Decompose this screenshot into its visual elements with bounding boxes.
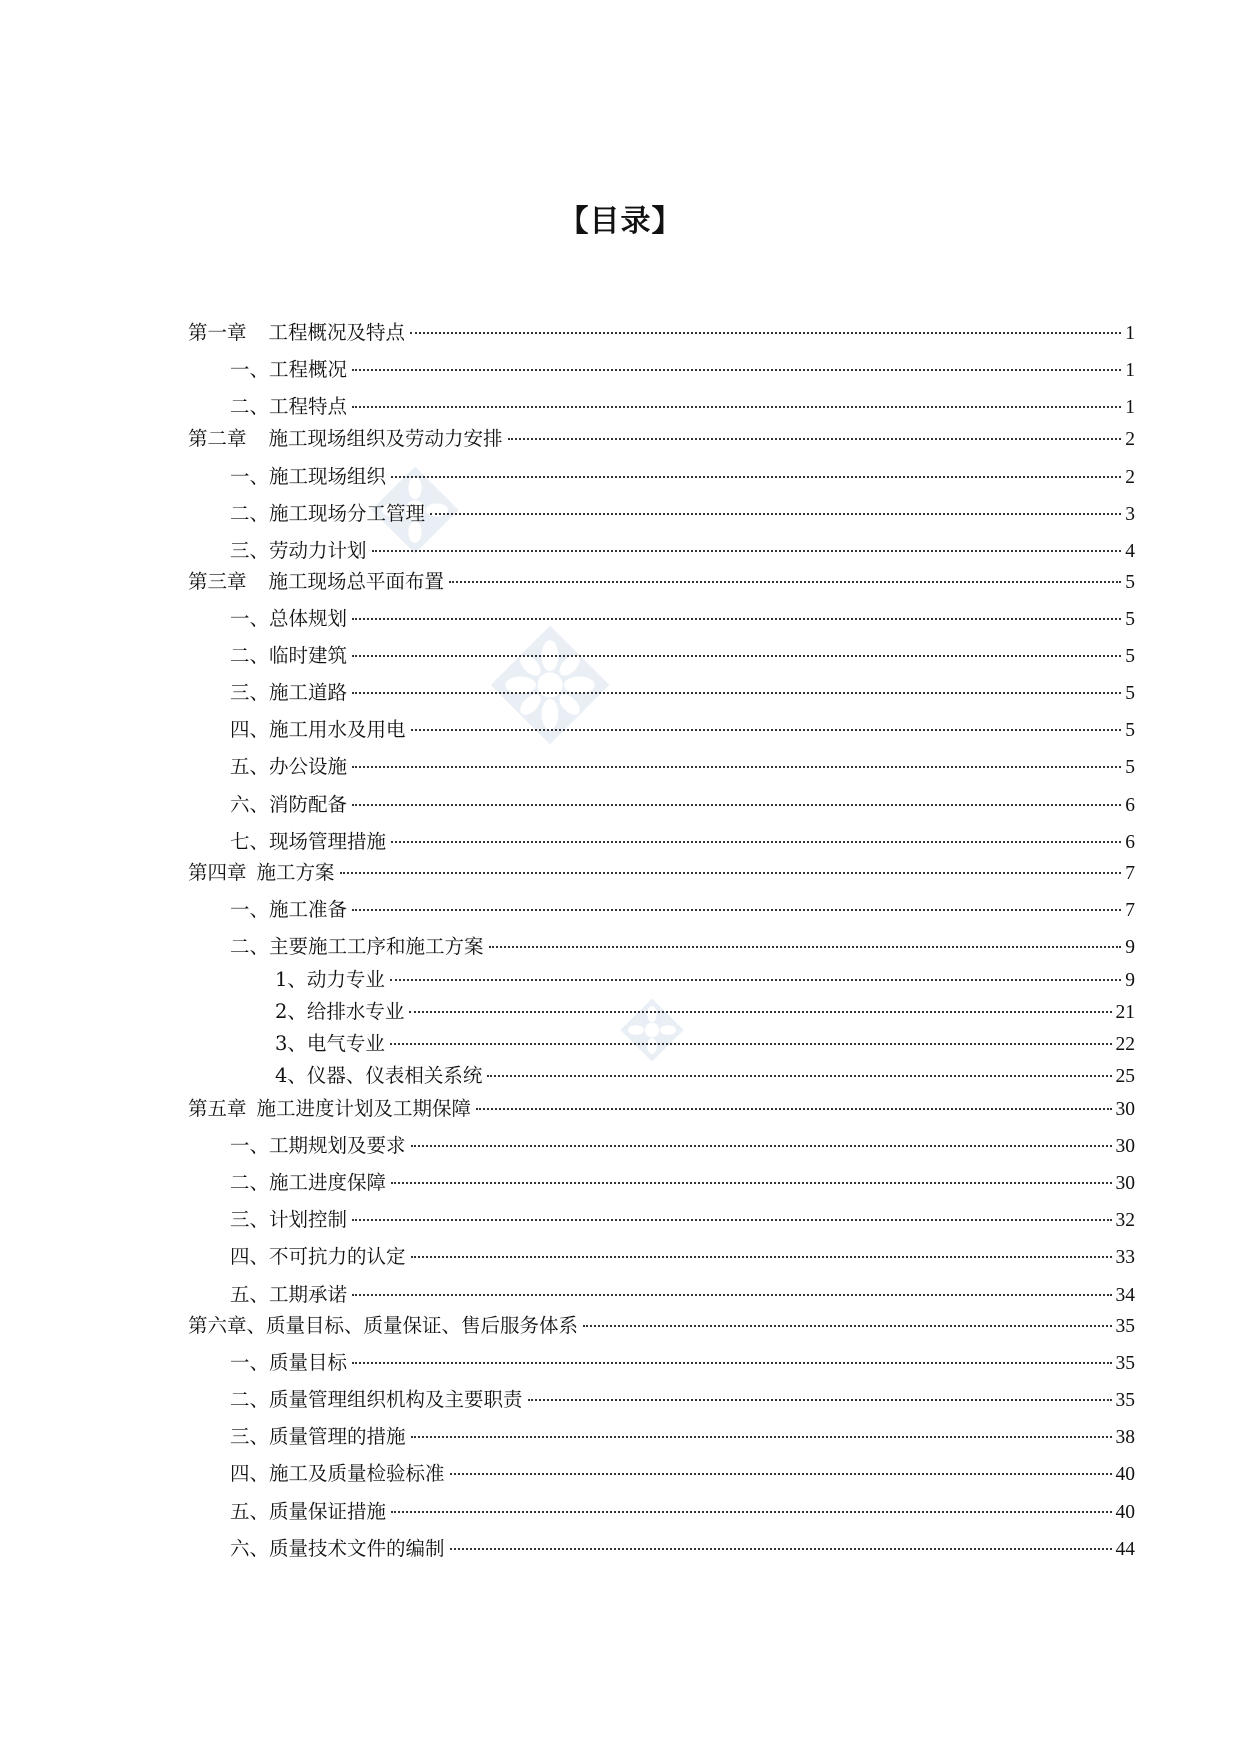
toc-subsection[interactable] <box>275 1064 1135 1089</box>
toc-label: 六、消防配备 <box>230 793 348 816</box>
toc-label: 第五章 施工进度计划及工期保障 <box>188 1097 472 1120</box>
dot-leader <box>340 872 1122 874</box>
toc-label: 一、总体规划 <box>230 607 348 630</box>
toc-page-number: 33 <box>1115 1247 1135 1268</box>
toc-page-number: 25 <box>1115 1066 1135 1087</box>
toc-label: 二、工程特点 <box>230 395 348 418</box>
toc-label: 4、仪器、仪表相关系统 <box>275 1064 483 1087</box>
toc-page-number: 32 <box>1115 1210 1135 1231</box>
dot-leader <box>430 513 1121 515</box>
toc-label: 二、施工现场分工管理 <box>230 502 426 525</box>
toc-page-number: 30 <box>1115 1136 1135 1157</box>
toc-section[interactable] <box>230 1351 1135 1376</box>
toc-label: 六、质量技术文件的编制 <box>230 1537 445 1560</box>
toc-label: 第六章、质量目标、质量保证、售后服务体系 <box>188 1314 579 1337</box>
toc-page-number: 5 <box>1125 757 1135 778</box>
dot-leader <box>411 1256 1112 1258</box>
toc-section[interactable] <box>230 644 1135 669</box>
dot-leader <box>411 1436 1112 1438</box>
toc-label: 二、质量管理组织机构及主要职责 <box>230 1388 523 1411</box>
toc-label: 第四章 施工方案 <box>188 861 335 884</box>
toc-label: 第一章 工程概况及特点 <box>188 321 406 344</box>
toc-section[interactable] <box>230 1134 1135 1159</box>
dot-leader <box>450 1473 1112 1475</box>
dot-leader <box>352 618 1121 620</box>
toc-section[interactable] <box>230 502 1135 527</box>
toc-page-number: 22 <box>1115 1034 1135 1055</box>
toc-label: 二、施工进度保障 <box>230 1171 387 1194</box>
dot-leader <box>508 438 1122 440</box>
dot-leader <box>391 1511 1111 1513</box>
page-title: 【目录】 <box>558 204 683 239</box>
toc-page-number: 44 <box>1115 1539 1135 1560</box>
dot-leader <box>391 1182 1111 1184</box>
toc-section[interactable] <box>230 1283 1135 1308</box>
toc-label: 三、质量管理的措施 <box>230 1425 406 1448</box>
toc-label: 3、电气专业 <box>275 1032 385 1055</box>
toc-subsection[interactable] <box>275 1032 1135 1057</box>
dot-leader <box>411 1145 1112 1147</box>
toc-page-number: 5 <box>1125 572 1135 593</box>
toc-page-number: 5 <box>1125 646 1135 667</box>
dot-leader <box>352 766 1121 768</box>
toc-label: 第二章 施工现场组织及劳动力安排 <box>188 427 503 450</box>
toc-section[interactable] <box>230 718 1135 743</box>
toc-label: 五、质量保证措施 <box>230 1500 387 1523</box>
toc-section[interactable] <box>230 1537 1135 1562</box>
dot-leader <box>410 332 1121 334</box>
toc-section[interactable] <box>230 1425 1135 1450</box>
toc-page-number: 5 <box>1125 683 1135 704</box>
toc-page-number: 34 <box>1115 1285 1135 1306</box>
toc-label: 五、工期承诺 <box>230 1283 348 1306</box>
toc-page-number: 4 <box>1125 541 1135 562</box>
toc-page-number: 35 <box>1115 1316 1135 1337</box>
toc-page-number: 40 <box>1115 1464 1135 1485</box>
toc-label: 三、计划控制 <box>230 1208 348 1231</box>
toc-section[interactable] <box>230 681 1135 706</box>
dot-leader <box>352 909 1121 911</box>
dot-leader <box>390 979 1121 981</box>
dot-leader <box>352 1362 1111 1364</box>
toc-label: 二、主要施工工序和施工方案 <box>230 935 484 958</box>
dot-leader <box>449 581 1121 583</box>
dot-leader <box>450 1548 1112 1550</box>
dot-leader <box>583 1325 1111 1327</box>
dot-leader <box>489 946 1122 948</box>
toc-label: 四、施工及质量检验标准 <box>230 1462 445 1485</box>
toc-section[interactable] <box>230 607 1135 632</box>
toc-label: 三、劳动力计划 <box>230 539 367 562</box>
toc-label: 一、质量目标 <box>230 1351 348 1374</box>
dot-leader <box>352 1219 1111 1221</box>
toc-section[interactable] <box>230 539 1135 564</box>
dot-leader <box>476 1108 1111 1110</box>
toc-subsection[interactable] <box>275 1000 1135 1025</box>
toc-page-number: 1 <box>1125 360 1135 381</box>
toc-page-number: 35 <box>1115 1390 1135 1411</box>
dot-leader <box>409 1011 1111 1013</box>
toc-section[interactable] <box>230 898 1135 923</box>
toc-subsection[interactable] <box>275 968 1135 993</box>
toc-page-number: 21 <box>1115 1002 1135 1023</box>
toc-section[interactable] <box>230 935 1135 960</box>
toc-page-number: 1 <box>1125 323 1135 344</box>
toc-label: 七、现场管理措施 <box>230 830 387 853</box>
toc-page-number: 3 <box>1125 504 1135 525</box>
toc-label: 2、给排水专业 <box>275 1000 405 1023</box>
dot-leader <box>352 692 1121 694</box>
dot-leader <box>411 729 1122 731</box>
dot-leader <box>390 1043 1112 1045</box>
toc-page-number: 5 <box>1125 609 1135 630</box>
toc-page-number: 35 <box>1115 1353 1135 1374</box>
toc-page-number: 9 <box>1125 970 1135 991</box>
toc-page-number: 6 <box>1125 832 1135 853</box>
toc-page-number: 7 <box>1125 863 1135 884</box>
toc-label: 三、施工道路 <box>230 681 348 704</box>
toc-label: 二、临时建筑 <box>230 644 348 667</box>
toc-label: 一、施工准备 <box>230 898 348 921</box>
toc-label: 一、工程概况 <box>230 358 348 381</box>
toc-page-number: 30 <box>1115 1173 1135 1194</box>
toc-label: 四、施工用水及用电 <box>230 718 406 741</box>
dot-leader <box>352 406 1121 408</box>
toc-section[interactable] <box>230 1245 1135 1270</box>
toc-label: 1、动力专业 <box>275 968 385 991</box>
dot-leader <box>391 841 1121 843</box>
dot-leader <box>528 1399 1112 1401</box>
toc-label: 一、工期规划及要求 <box>230 1134 406 1157</box>
toc-page-number: 2 <box>1125 467 1135 488</box>
toc-page-number: 6 <box>1125 795 1135 816</box>
toc-section[interactable] <box>230 1208 1135 1233</box>
toc-section[interactable] <box>230 1171 1135 1196</box>
toc-chapter-3[interactable] <box>188 570 1135 595</box>
toc-chapter-4[interactable] <box>188 861 1135 886</box>
toc-label: 一、施工现场组织 <box>230 465 387 488</box>
toc-section[interactable] <box>230 1500 1135 1525</box>
toc-page-number: 30 <box>1115 1099 1135 1120</box>
toc-page-number: 9 <box>1125 937 1135 958</box>
toc-section[interactable] <box>230 465 1135 490</box>
toc-chapter-6[interactable] <box>188 1314 1135 1339</box>
toc-label: 第三章 施工现场总平面布置 <box>188 570 445 593</box>
toc-section[interactable] <box>230 358 1135 383</box>
toc-page-number: 7 <box>1125 900 1135 921</box>
toc-page-number: 38 <box>1115 1427 1135 1448</box>
dot-leader <box>372 550 1122 552</box>
toc-page-number: 5 <box>1125 720 1135 741</box>
toc-label: 五、办公设施 <box>230 755 348 778</box>
toc-page-number: 2 <box>1125 429 1135 450</box>
toc-section[interactable] <box>230 755 1135 780</box>
toc-section[interactable] <box>230 1462 1135 1487</box>
dot-leader <box>352 804 1121 806</box>
toc-label: 四、不可抗力的认定 <box>230 1245 406 1268</box>
toc-section[interactable] <box>230 1388 1135 1413</box>
toc-section[interactable] <box>230 830 1135 855</box>
dot-leader <box>352 1294 1111 1296</box>
dot-leader <box>352 369 1121 371</box>
dot-leader <box>487 1075 1111 1077</box>
dot-leader <box>391 476 1121 478</box>
toc-page-number: 40 <box>1115 1502 1135 1523</box>
dot-leader <box>352 655 1121 657</box>
toc-chapter-2[interactable] <box>188 427 1135 452</box>
toc-page-number: 1 <box>1125 397 1135 418</box>
toc-chapter-1[interactable] <box>188 321 1135 346</box>
toc-section[interactable] <box>230 395 1135 420</box>
toc-chapter-5[interactable] <box>188 1097 1135 1122</box>
toc-section[interactable] <box>230 793 1135 818</box>
